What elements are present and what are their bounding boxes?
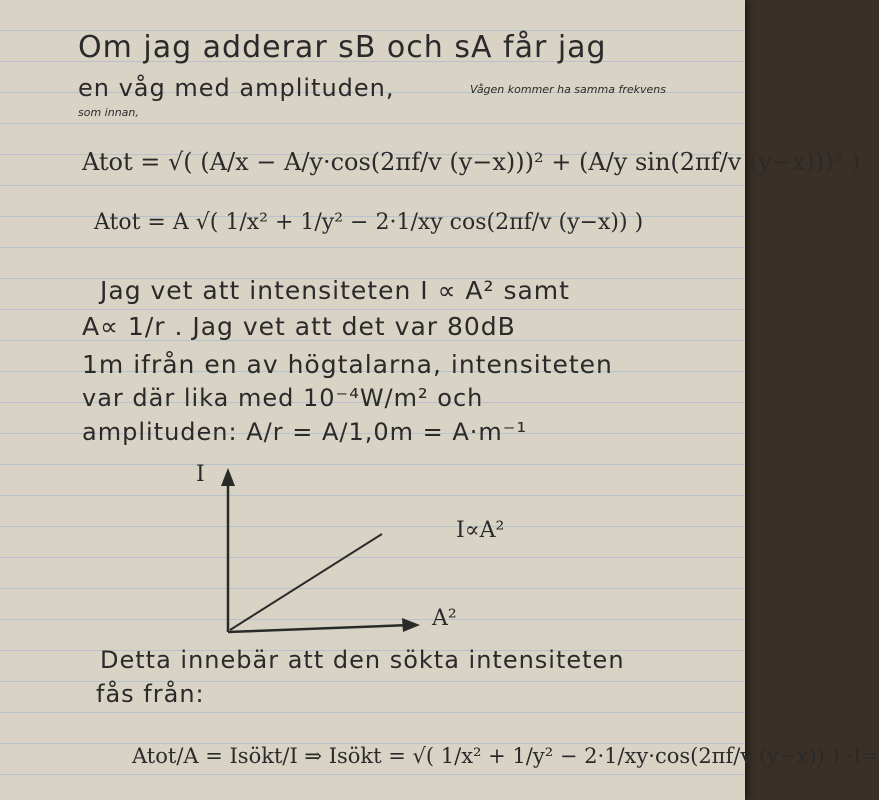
paragraph-line-2: A∝ 1/r . Jag vet att det var 80dB [82, 312, 516, 341]
intro-line-1: Om jag adderar sB och sA får jag [78, 30, 607, 65]
x-axis [228, 625, 410, 632]
intro-note: Vågen kommer ha samma frekvens [470, 83, 666, 96]
paragraph-line-1: Jag vet att intensiteten I ∝ A² samt [100, 276, 570, 305]
intensity-formula: Atot/A = Isökt/I ⇒ Isökt = √( 1/x² + 1/y² − 2·1/xy·cos(2πf/v (y−x)) ) ·I= [132, 744, 879, 768]
intro-line-2: en våg med amplituden, [78, 74, 395, 102]
relation-label: I∝A² [456, 518, 505, 543]
amplitude-formula-2: Atot = A √( 1/x² + 1/y² − 2·1/xy cos(2πf/v (y−x)) ) [94, 210, 644, 235]
x-axis-label: A² [432, 606, 457, 631]
intro-line-3: som innan, [78, 106, 139, 119]
paragraph-line-5: amplituden: A/r = A/1,0m = A·m⁻¹ [82, 418, 528, 446]
x-axis-arrowhead [402, 618, 420, 632]
conclusion-line-2: fås från: [96, 680, 205, 708]
proportional-line [230, 534, 382, 630]
y-axis-arrowhead [221, 468, 235, 486]
paragraph-line-3: 1m ifrån en av högtalarna, intensiteten [82, 350, 613, 379]
paragraph-line-4: var där lika med 10⁻⁴W/m² och [82, 384, 484, 412]
conclusion-line-1: Detta innebär att den sökta intensiteten [100, 646, 625, 674]
y-axis-label: I [196, 462, 205, 487]
amplitude-formula-1: Atot = √( (A/x − A/y·cos(2πf/v (y−x)))² + (A/y sin(2πf/v (y−x)))² ) [82, 148, 861, 176]
